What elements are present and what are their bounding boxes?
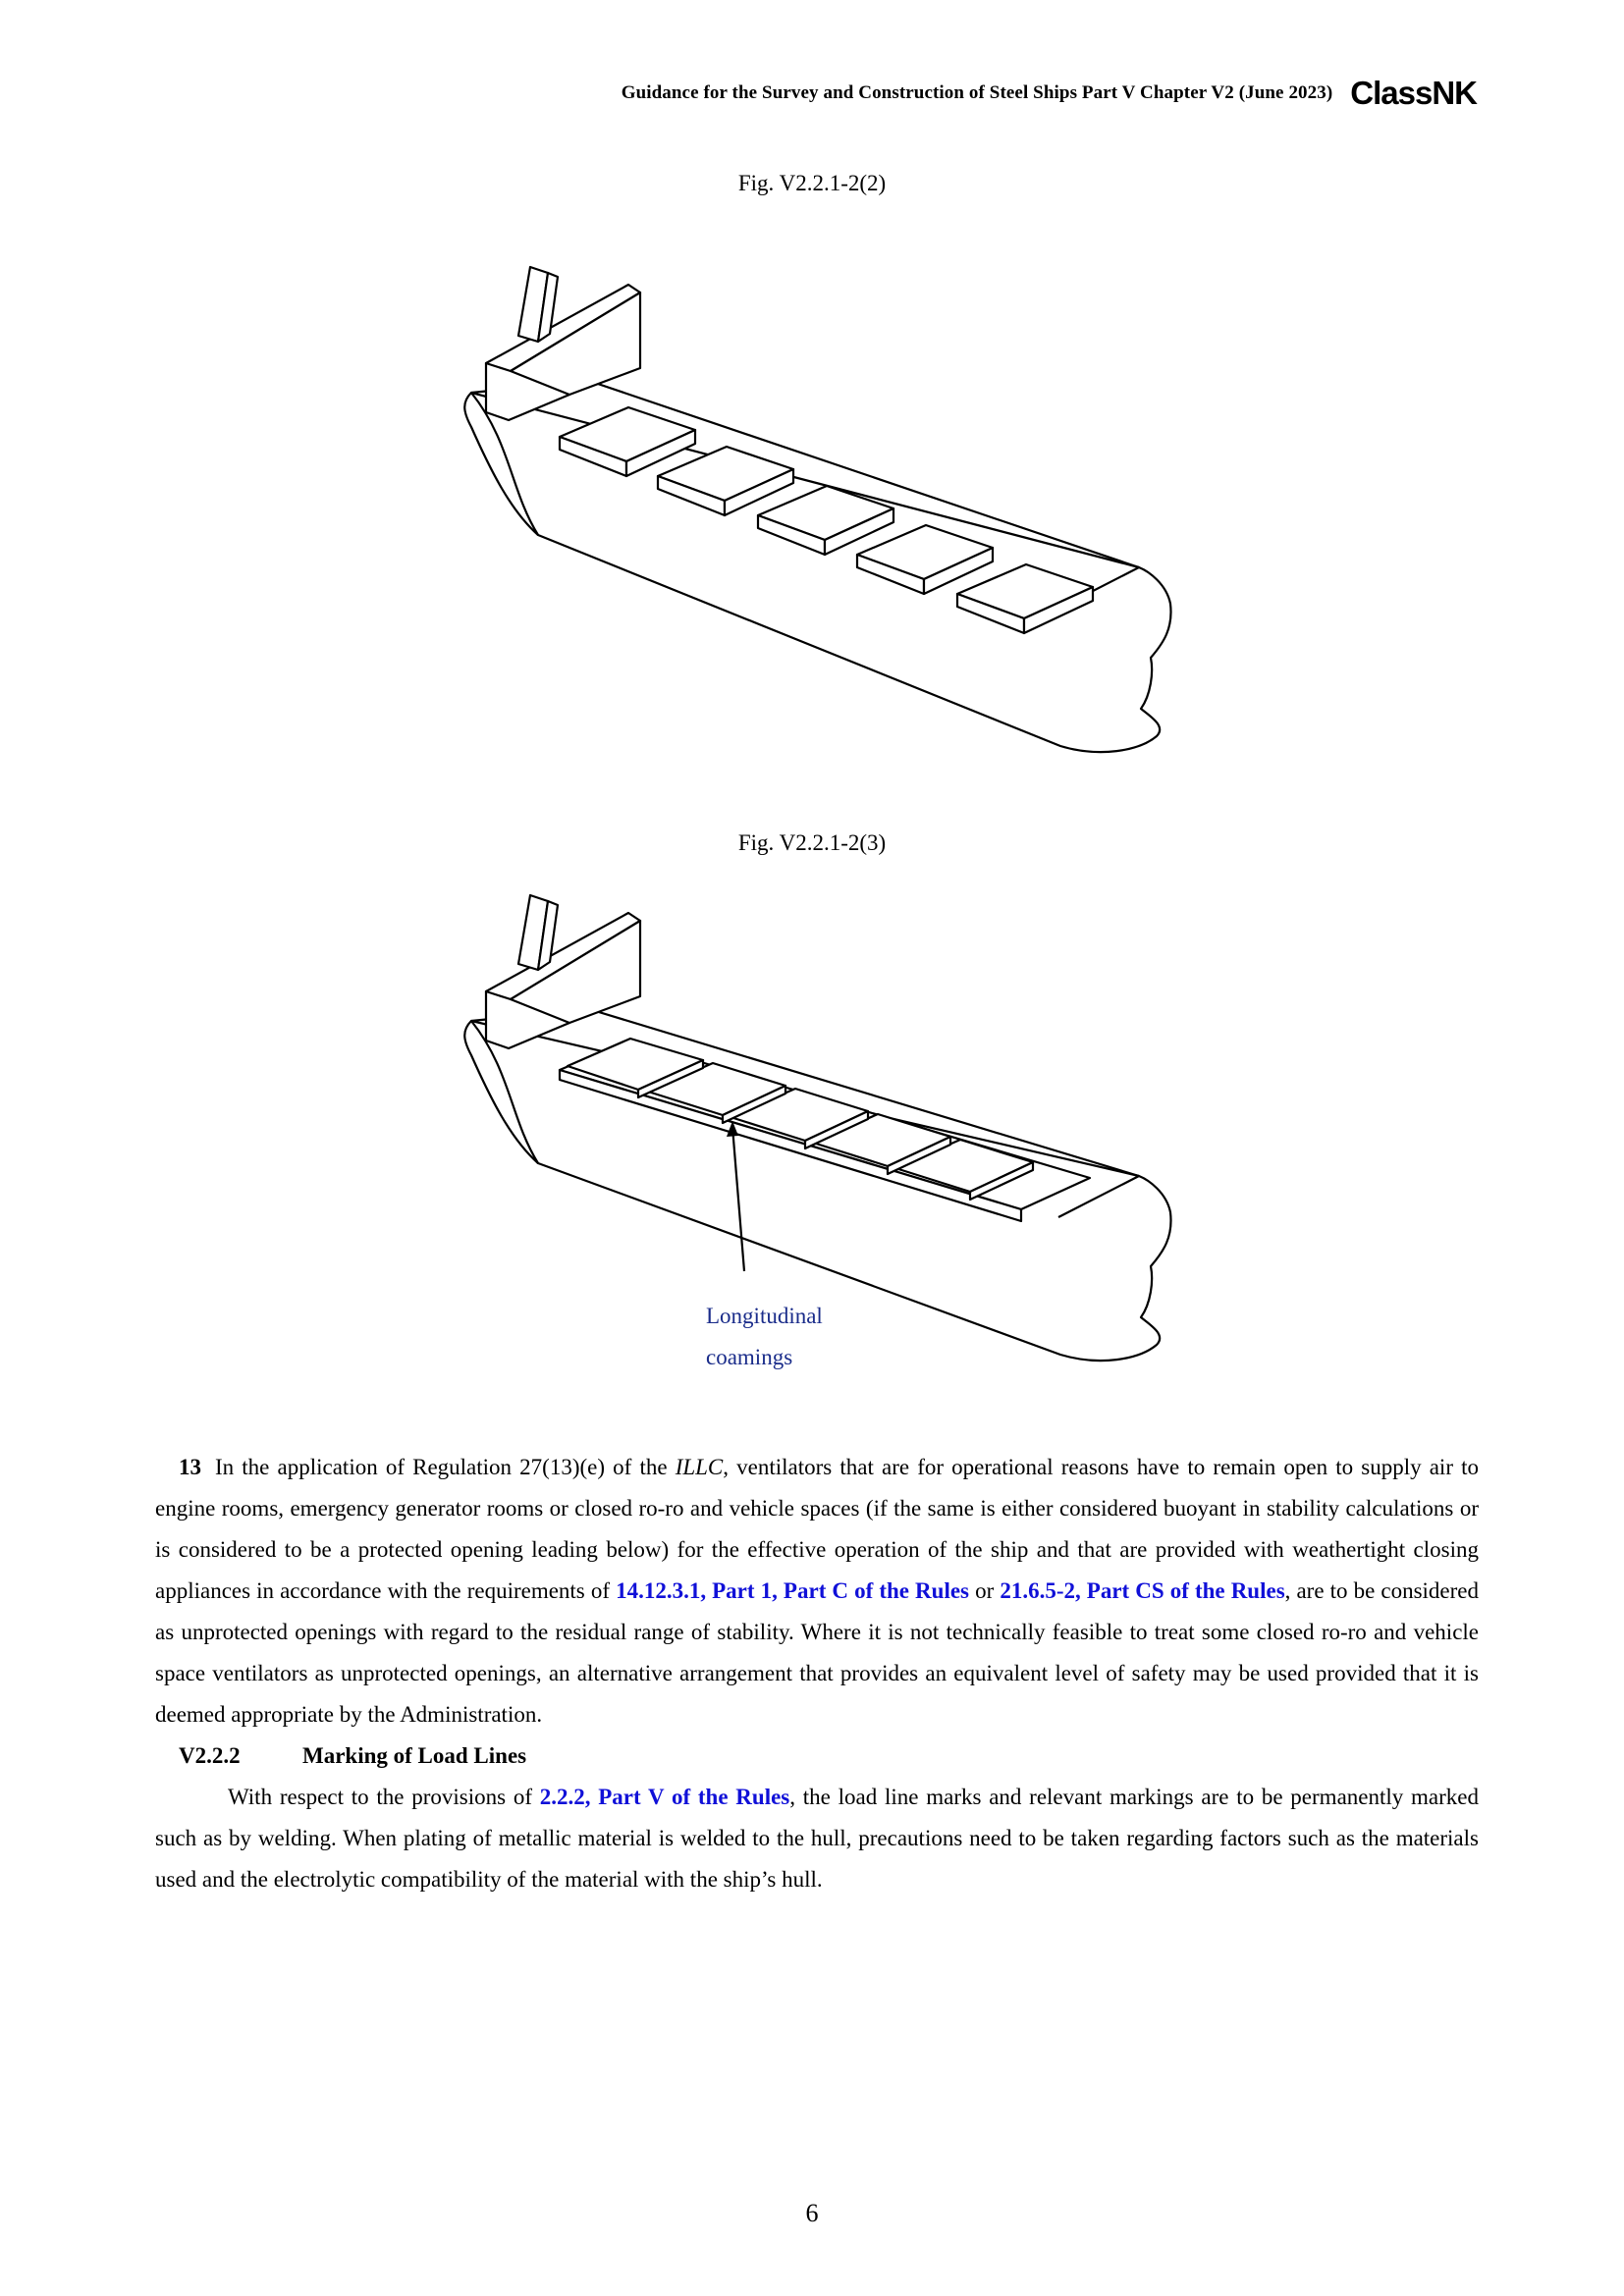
header-title: Guidance for the Survey and Construction of Steel Ships Part V Chapter V2 (June 2023) — [621, 81, 1333, 103]
section-paragraph — [155, 1777, 1479, 1900]
paragraph-13 — [155, 1447, 1479, 1735]
page-number: 6 — [805, 2199, 819, 2227]
paragraph-number: 13 — [179, 1455, 201, 1479]
section-heading — [155, 1735, 1479, 1777]
paragraph-text: In the application of Regulation 27(13)(e) of the — [215, 1455, 676, 1479]
body-text — [155, 1447, 1479, 1900]
paragraph-text: , ventilators that are for operational reasons have to remain open to supply air to engine rooms, emergency generator rooms or closed ro-ro and vehicle spaces (if the same is either considered buoyant in stability calculations or is considered to be a protected opening leading below) for the effective operation of the ship and that are provided with weathertight closing appliances in accordance with the requirements of — [155, 1455, 1480, 1603]
page-header — [622, 77, 1477, 109]
callout-label — [706, 1296, 823, 1378]
rule-link-part-v[interactable]: 2.2.2, Part V of the Rules — [539, 1785, 790, 1809]
figure-caption-2: Fig. V2.2.1-2(3) — [737, 830, 887, 855]
illc-term: ILLC — [675, 1455, 724, 1479]
rule-link-part-c[interactable]: 14.12.3.1, Part 1, Part C of the Rules — [616, 1578, 970, 1603]
figure-caption-1: Fig. V2.2.1-2(2) — [737, 171, 887, 195]
section-title: Marking of Load Lines — [302, 1743, 527, 1768]
callout-line-1: Longitudinal — [706, 1304, 823, 1328]
rule-link-part-cs[interactable]: 21.6.5-2, Part CS of the Rules — [1000, 1578, 1285, 1603]
paragraph-text: , are to be considered as unprotected openings with regard to the residual range of stability. Where it is not technically feasible to treat some closed ro-ro and vehicle space ventilators as unprotected openings, an alternative arrangement that provides an equivalent level of safety may be used provided that it is deemed appropriate by the Administration. — [155, 1578, 1479, 1727]
paragraph-text: With respect to the provisions of — [228, 1785, 540, 1809]
paragraph-text: or — [969, 1578, 1001, 1603]
classnk-logo: ClassNK — [1350, 75, 1477, 111]
ship-figure-hatch-covers — [452, 255, 1198, 766]
callout-line-2: coamings — [706, 1345, 793, 1369]
paragraph-text: , the load line marks and relevant markings are to be permanently marked such as by welding. When plating of metallic material is welded to the hull, precautions need to be taken regarding factors such as the materials used and the electrolytic compatibility of the material with the ship’s hull. — [155, 1785, 1479, 1892]
section-number: V2.2.2 — [179, 1743, 241, 1768]
ship-figure-longitudinal-coamings — [452, 883, 1198, 1374]
